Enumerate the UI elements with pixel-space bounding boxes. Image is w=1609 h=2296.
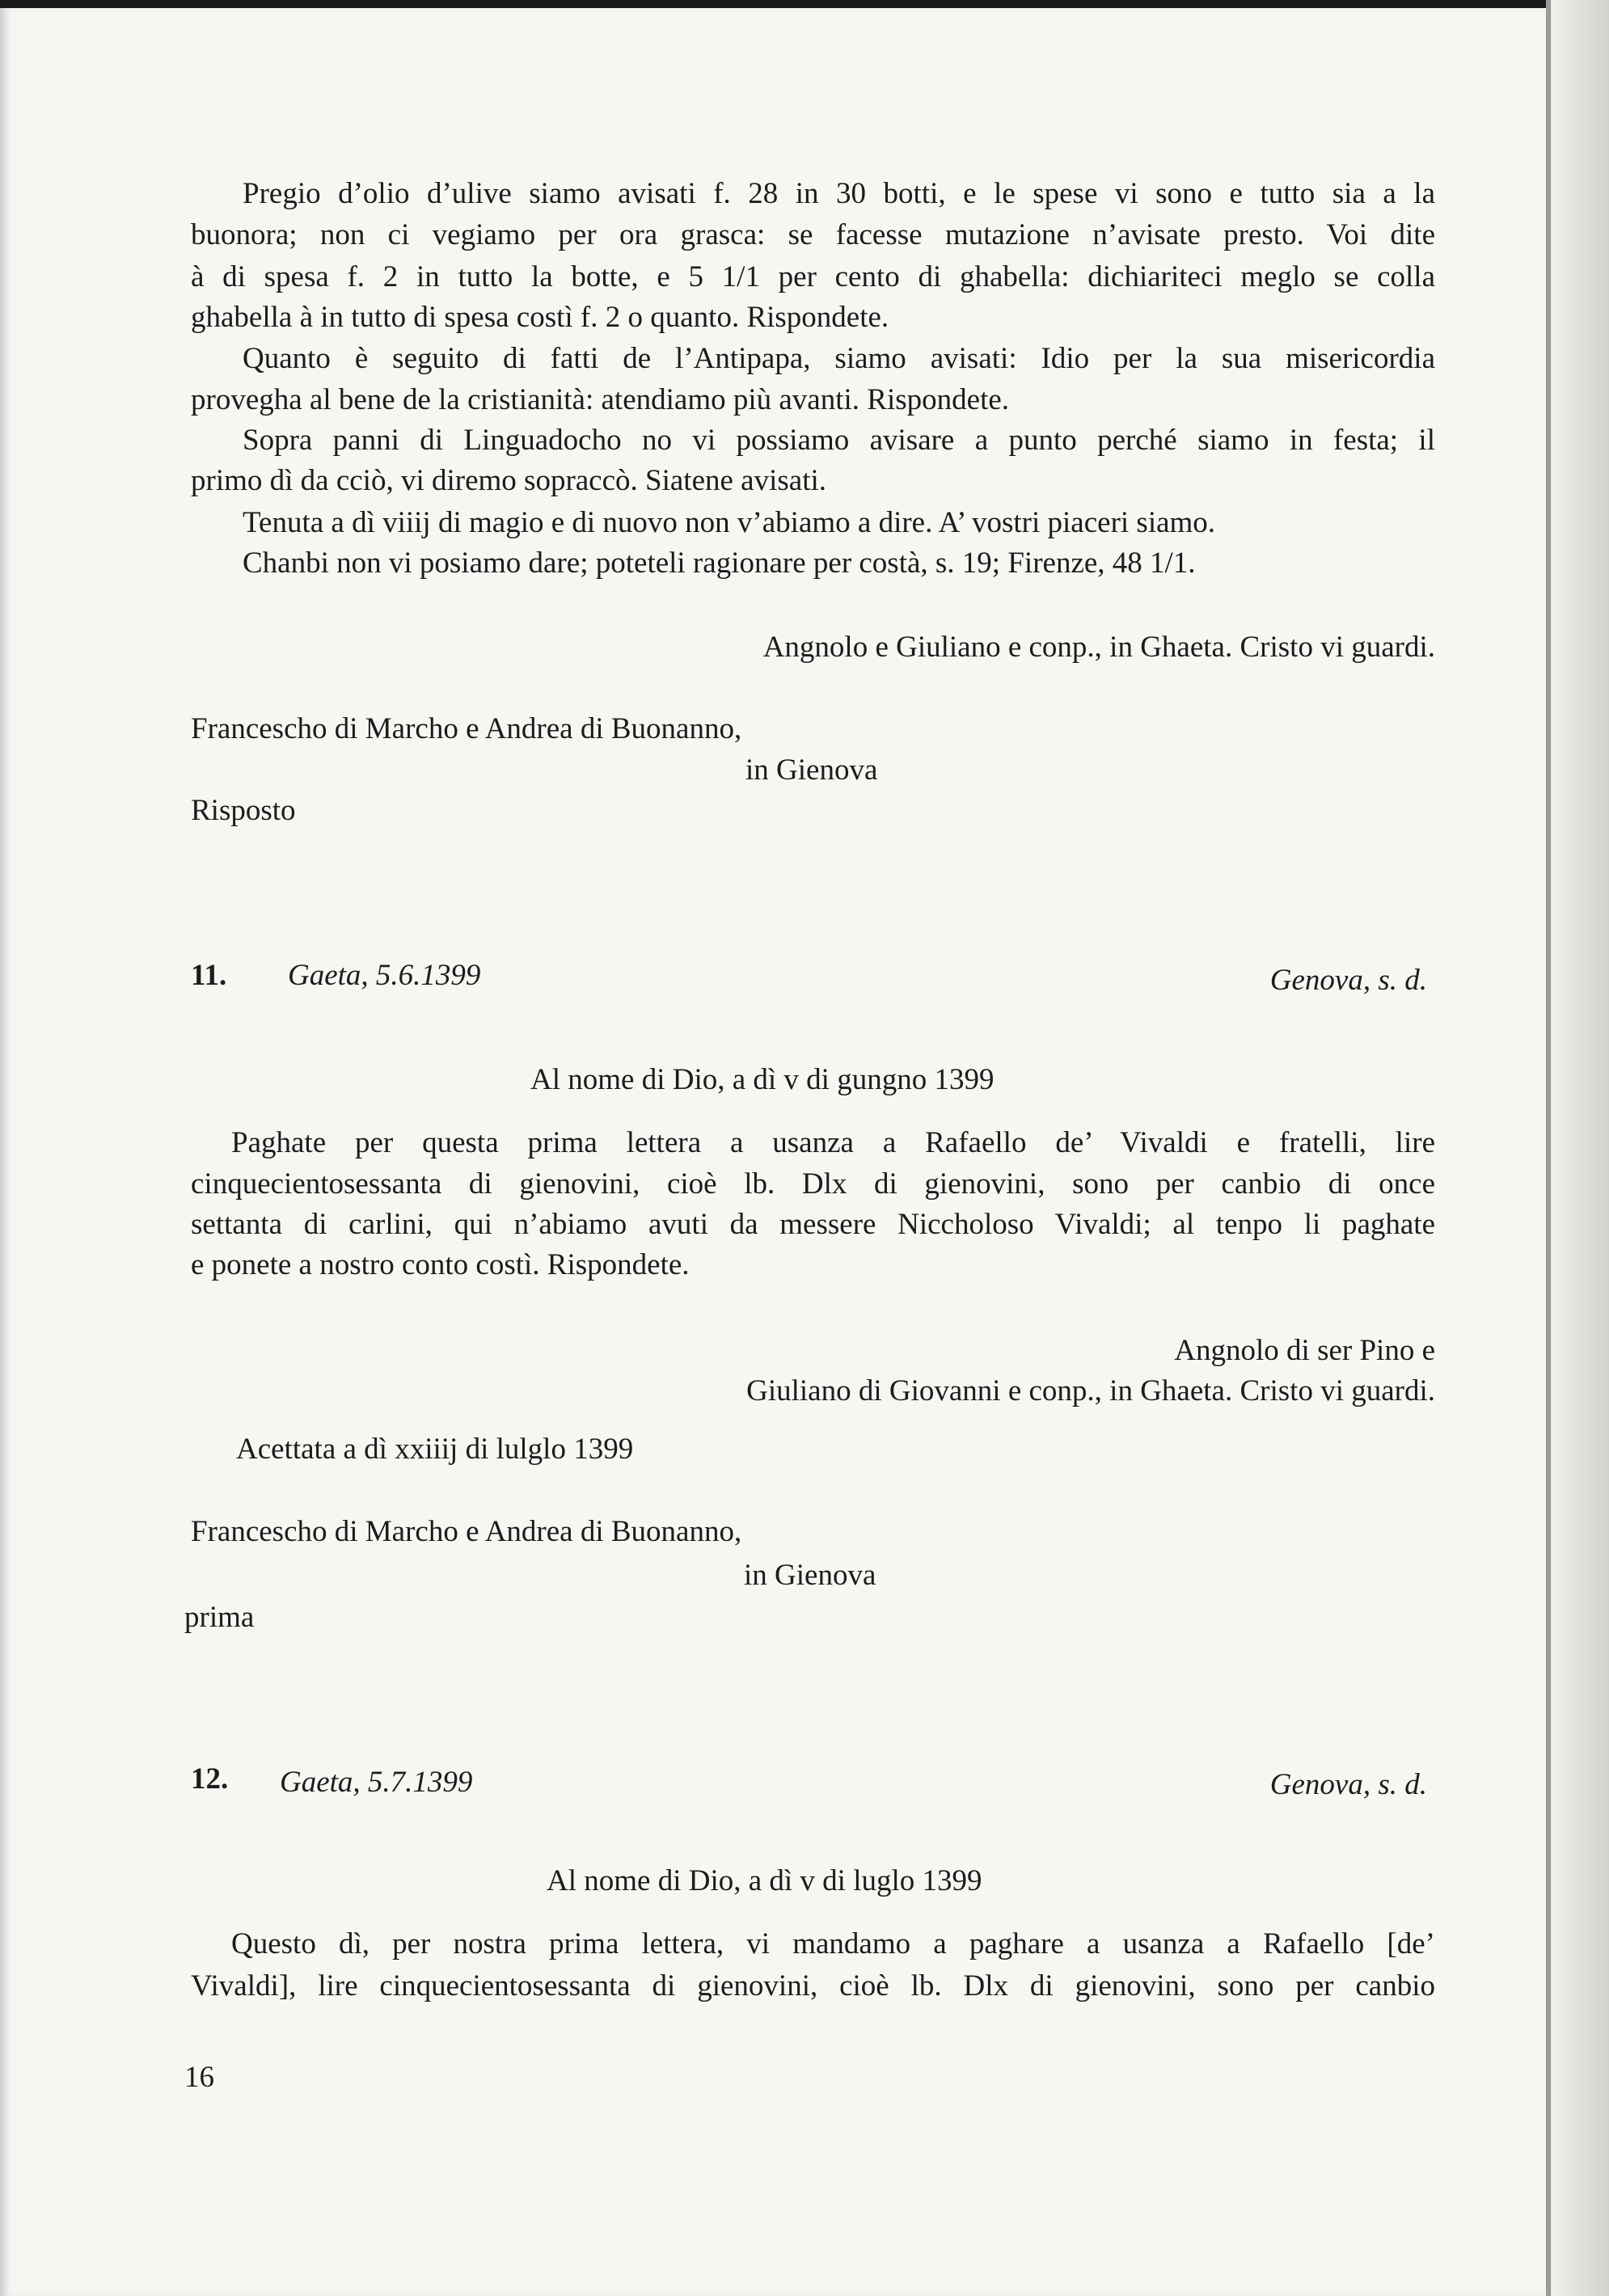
address-recipient: Francescho di Marcho e Andrea di Buonanno, xyxy=(191,1515,742,1548)
letter-signature: Angnolo e Giuliano e conp., in Ghaeta. Cristo vi guardi. xyxy=(762,631,1435,664)
address-note: prima xyxy=(184,1601,255,1634)
text-line: cinquecientosessanta di gienovini, cioè lb. Dlx di gienovini, sono per canbio di once xyxy=(191,1167,1435,1201)
text-line: primo dì da cciò, vi diremo sopraccò. Siatene avisati. xyxy=(191,464,827,497)
text-line: à di spesa f. 2 in tutto la botte, e 5 1/1 per cento di ghabella: dichiariteci meglo se colla xyxy=(191,260,1435,293)
page-spine-edge xyxy=(0,0,10,2296)
acceptance-note: Acettata a dì xxiiij di lulglo 1399 xyxy=(236,1433,634,1466)
text-line: Paghate per questa prima lettera a usanza a Rafaello de’ Vivaldi e fratelli, lire xyxy=(231,1126,1435,1159)
letter-destination: Genova, s. d. xyxy=(1269,964,1427,997)
letter-number: 11. xyxy=(191,959,227,992)
letter-number: 12. xyxy=(191,1762,229,1796)
letter-signature: Angnolo di ser Pino e xyxy=(1174,1334,1435,1367)
text-line: settanta di carlini, qui n’abiamo avuti da messere Niccholoso Vivaldi; al tenpo li paghate xyxy=(191,1208,1435,1241)
text-line: Questo dì, per nostra prima lettera, vi mandamo a paghare a usanza a Rafaello [de’ xyxy=(231,1927,1435,1960)
address-city: in Gienova xyxy=(744,1559,876,1592)
address-recipient: Francescho di Marcho e Andrea di Buonanno, xyxy=(191,712,742,745)
letter-place-date: Gaeta, 5.6.1399 xyxy=(288,959,481,992)
text-line: ghabella à in tutto di spesa costì f. 2 o quanto. Rispondete. xyxy=(191,301,889,334)
next-page-edge xyxy=(1546,0,1609,2296)
text-line: buonora; non ci vegiamo per ora grasca: se facesse mutazione n’avisate presto. Voi dite xyxy=(191,218,1435,251)
letter-heading: Al nome di Dio, a dì v di luglo 1399 xyxy=(547,1864,982,1897)
text-line: e ponete a nostro conto costì. Rispondete. xyxy=(191,1248,690,1281)
text-line: Vivaldi], lire cinquecientosessanta di gienovini, cioè lb. Dlx di gienovini, sono per canbio xyxy=(191,1969,1435,2003)
text-line: Chanbi non vi posiamo dare; poteteli ragionare per costà, s. 19; Firenze, 48 1/1. xyxy=(243,547,1196,580)
text-line: provegha al bene de la cristianità: atendiamo più avanti. Rispondete. xyxy=(191,383,1010,416)
text-line: Quanto è seguito di fatti de l’Antipapa, siamo avisati: Idio per la sua misericordia xyxy=(243,342,1435,375)
address-city: in Gienova xyxy=(745,753,878,787)
letter-place-date: Gaeta, 5.7.1399 xyxy=(280,1766,473,1799)
text-line: Sopra panni di Linguadocho no vi possiamo avisare a punto perché siamo in festa; il xyxy=(243,424,1435,457)
letter-heading: Al nome di Dio, a dì v di gungno 1399 xyxy=(530,1063,995,1096)
letter-signature: Giuliano di Giovanni e conp., in Ghaeta. Cristo vi guardi. xyxy=(746,1374,1435,1408)
text-line: Tenuta a dì viiij di magio e di nuovo non v’abiamo a dire. A’ vostri piaceri siamo. xyxy=(243,506,1216,539)
address-note: Risposto xyxy=(191,794,296,827)
scan-top-edge xyxy=(0,0,1609,8)
page-number: 16 xyxy=(184,2061,214,2094)
text-line: Pregio d’olio d’ulive siamo avisati f. 28 in 30 botti, e le spese vi sono e tutto sia a la xyxy=(243,177,1435,210)
letter-destination: Genova, s. d. xyxy=(1269,1768,1427,1801)
